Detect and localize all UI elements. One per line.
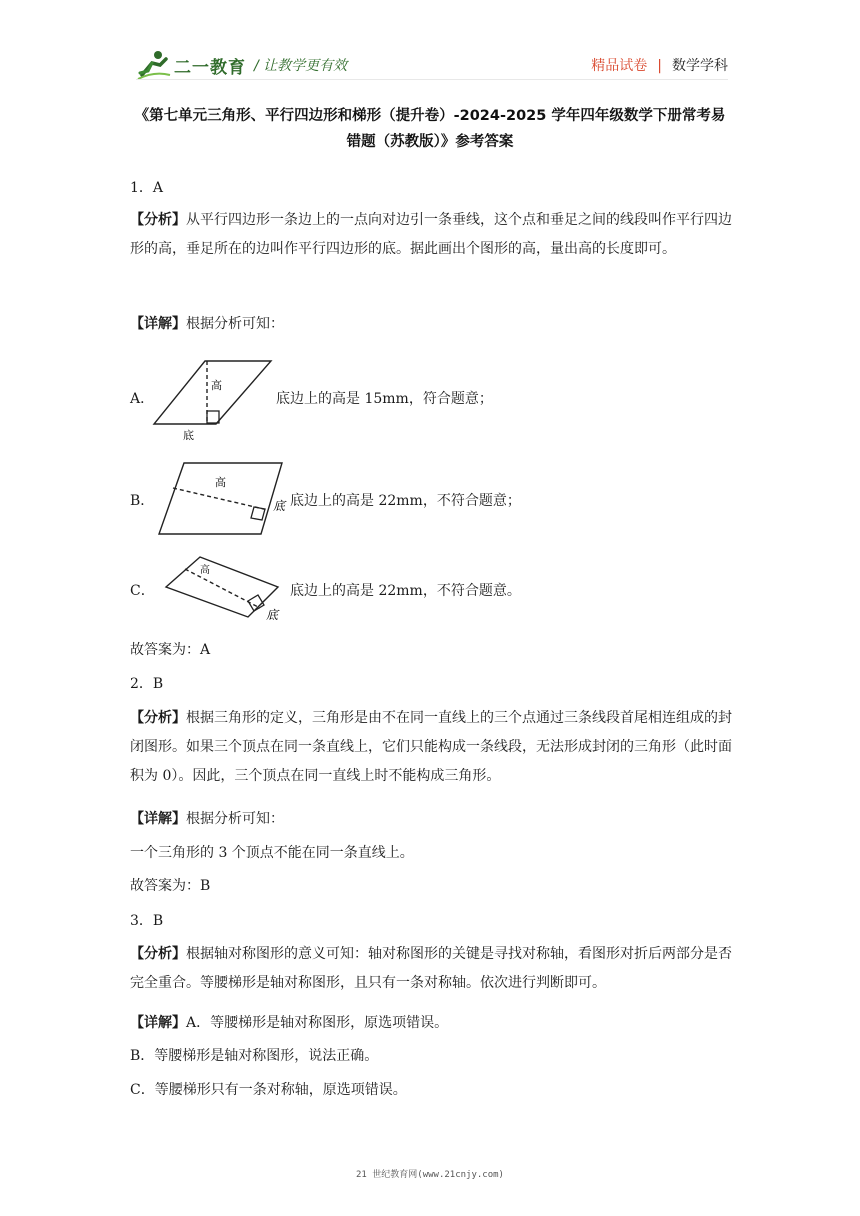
q2-analysis [130,704,742,791]
figure-a-parallelogram [150,355,276,445]
q3-analysis-text: 根据轴对称图形的意义可知：轴对称图形的关键是寻找对称轴，看图形对折后两部分是否完全重合。等腰梯形是轴对称图形，且只有一条对称轴。依次进行判断即可。 [130,946,732,991]
q2-conclusion: 故答案为：B [130,878,211,894]
page-title [120,103,740,155]
q1-detail-text: 根据分析可知： [186,316,284,332]
page-footer: 21 世纪教育网(www.21cnjy.com) [356,1170,504,1180]
q1-analysis-text: 从平行四边形一条边上的一点向对边引一条垂线，这个点和垂足之间的线段叫作平行四边形的高，垂足所在的边叫作平行四边形的底。据此画出个图形的高，量出高的长度即可。 [130,212,732,257]
figure-a-base-label: 底 [183,429,194,442]
q1-analysis [130,206,742,264]
q1-conclusion: 故答案为：A [130,642,211,658]
figure-b-letter: B． [130,493,155,509]
q1-analysis-tag: 【分析】 [130,212,186,228]
title-line-1: 《第七单元三角形、平行四边形和梯形（提升卷）-2024-2025 学年四年级数学下册常考易 [134,108,726,124]
figure-c-text: 底边上的高是 22mm，不符合题意。 [290,583,521,599]
title-line-2: 错题（苏教版）》参考答案 [346,134,514,150]
q1-detail-tag: 【详解】 [130,316,186,332]
brand-logo [136,48,246,82]
header-subject [591,55,728,75]
figure-c-height-label: 高 [200,565,210,576]
figure-a-text: 底边上的高是 15mm，符合题意； [276,391,493,407]
figure-b-text: 底边上的高是 22mm，不符合题意； [290,493,521,509]
header-label-subject: 数学学科 [672,58,728,74]
q3-detail-b: B．等腰梯形是轴对称图形，说法正确。 [130,1048,379,1064]
q2-answer: 2．B [130,676,164,692]
figure-a-height-label: 高 [211,379,222,392]
figure-c-letter: C． [130,583,155,599]
slogan: / 让教学更有效 [254,58,348,74]
figure-c-base-label: 底 [266,608,279,622]
figure-c-parallelogram [160,553,290,623]
q2-analysis-text: 根据三角形的定义，三角形是由不在同一直线上的三个点通过三条线段首尾相连组成的封闭图形。如果三个顶点在同一条直线上，它们只能构成一条线段，无法形成封闭的三角形（此时面积为 0）。因此，三个顶点在同一直线上时不能构成三角形。 [130,710,732,784]
q3-detail-a-text: A．等腰梯形是轴对称图形，原选项错误。 [186,1015,449,1031]
q3-analysis [130,940,742,998]
figure-b-height-label: 高 [215,476,226,489]
q2-detail-text: 根据分析可知： [186,811,284,827]
q3-detail-tag: 【详解】 [130,1015,186,1031]
q2-detail-line: 一个三角形的 3 个顶点不能在同一条直线上。 [130,845,414,861]
q1-detail [130,310,742,339]
page-header [136,48,728,82]
q3-analysis-tag: 【分析】 [130,946,186,962]
q2-detail-tag: 【详解】 [130,811,186,827]
q3-answer: 3．B [130,913,164,929]
figure-b-base-label: 底 [273,499,286,513]
header-separator: | [657,58,662,74]
q2-detail [130,805,742,834]
q1-answer: 1．A [130,180,164,196]
q2-analysis-tag: 【分析】 [130,710,186,726]
figure-a-letter: A． [130,391,155,407]
logo-text: 二一教育 [174,57,246,78]
q3-detail-c: C．等腰梯形只有一条对称轴，原选项错误。 [130,1082,407,1098]
q3-detail-a [130,1009,742,1038]
header-divider [136,79,728,80]
runner-logo-icon [136,49,172,81]
header-label-premium: 精品试卷 [591,58,648,74]
figure-b-parallelogram [155,458,291,540]
